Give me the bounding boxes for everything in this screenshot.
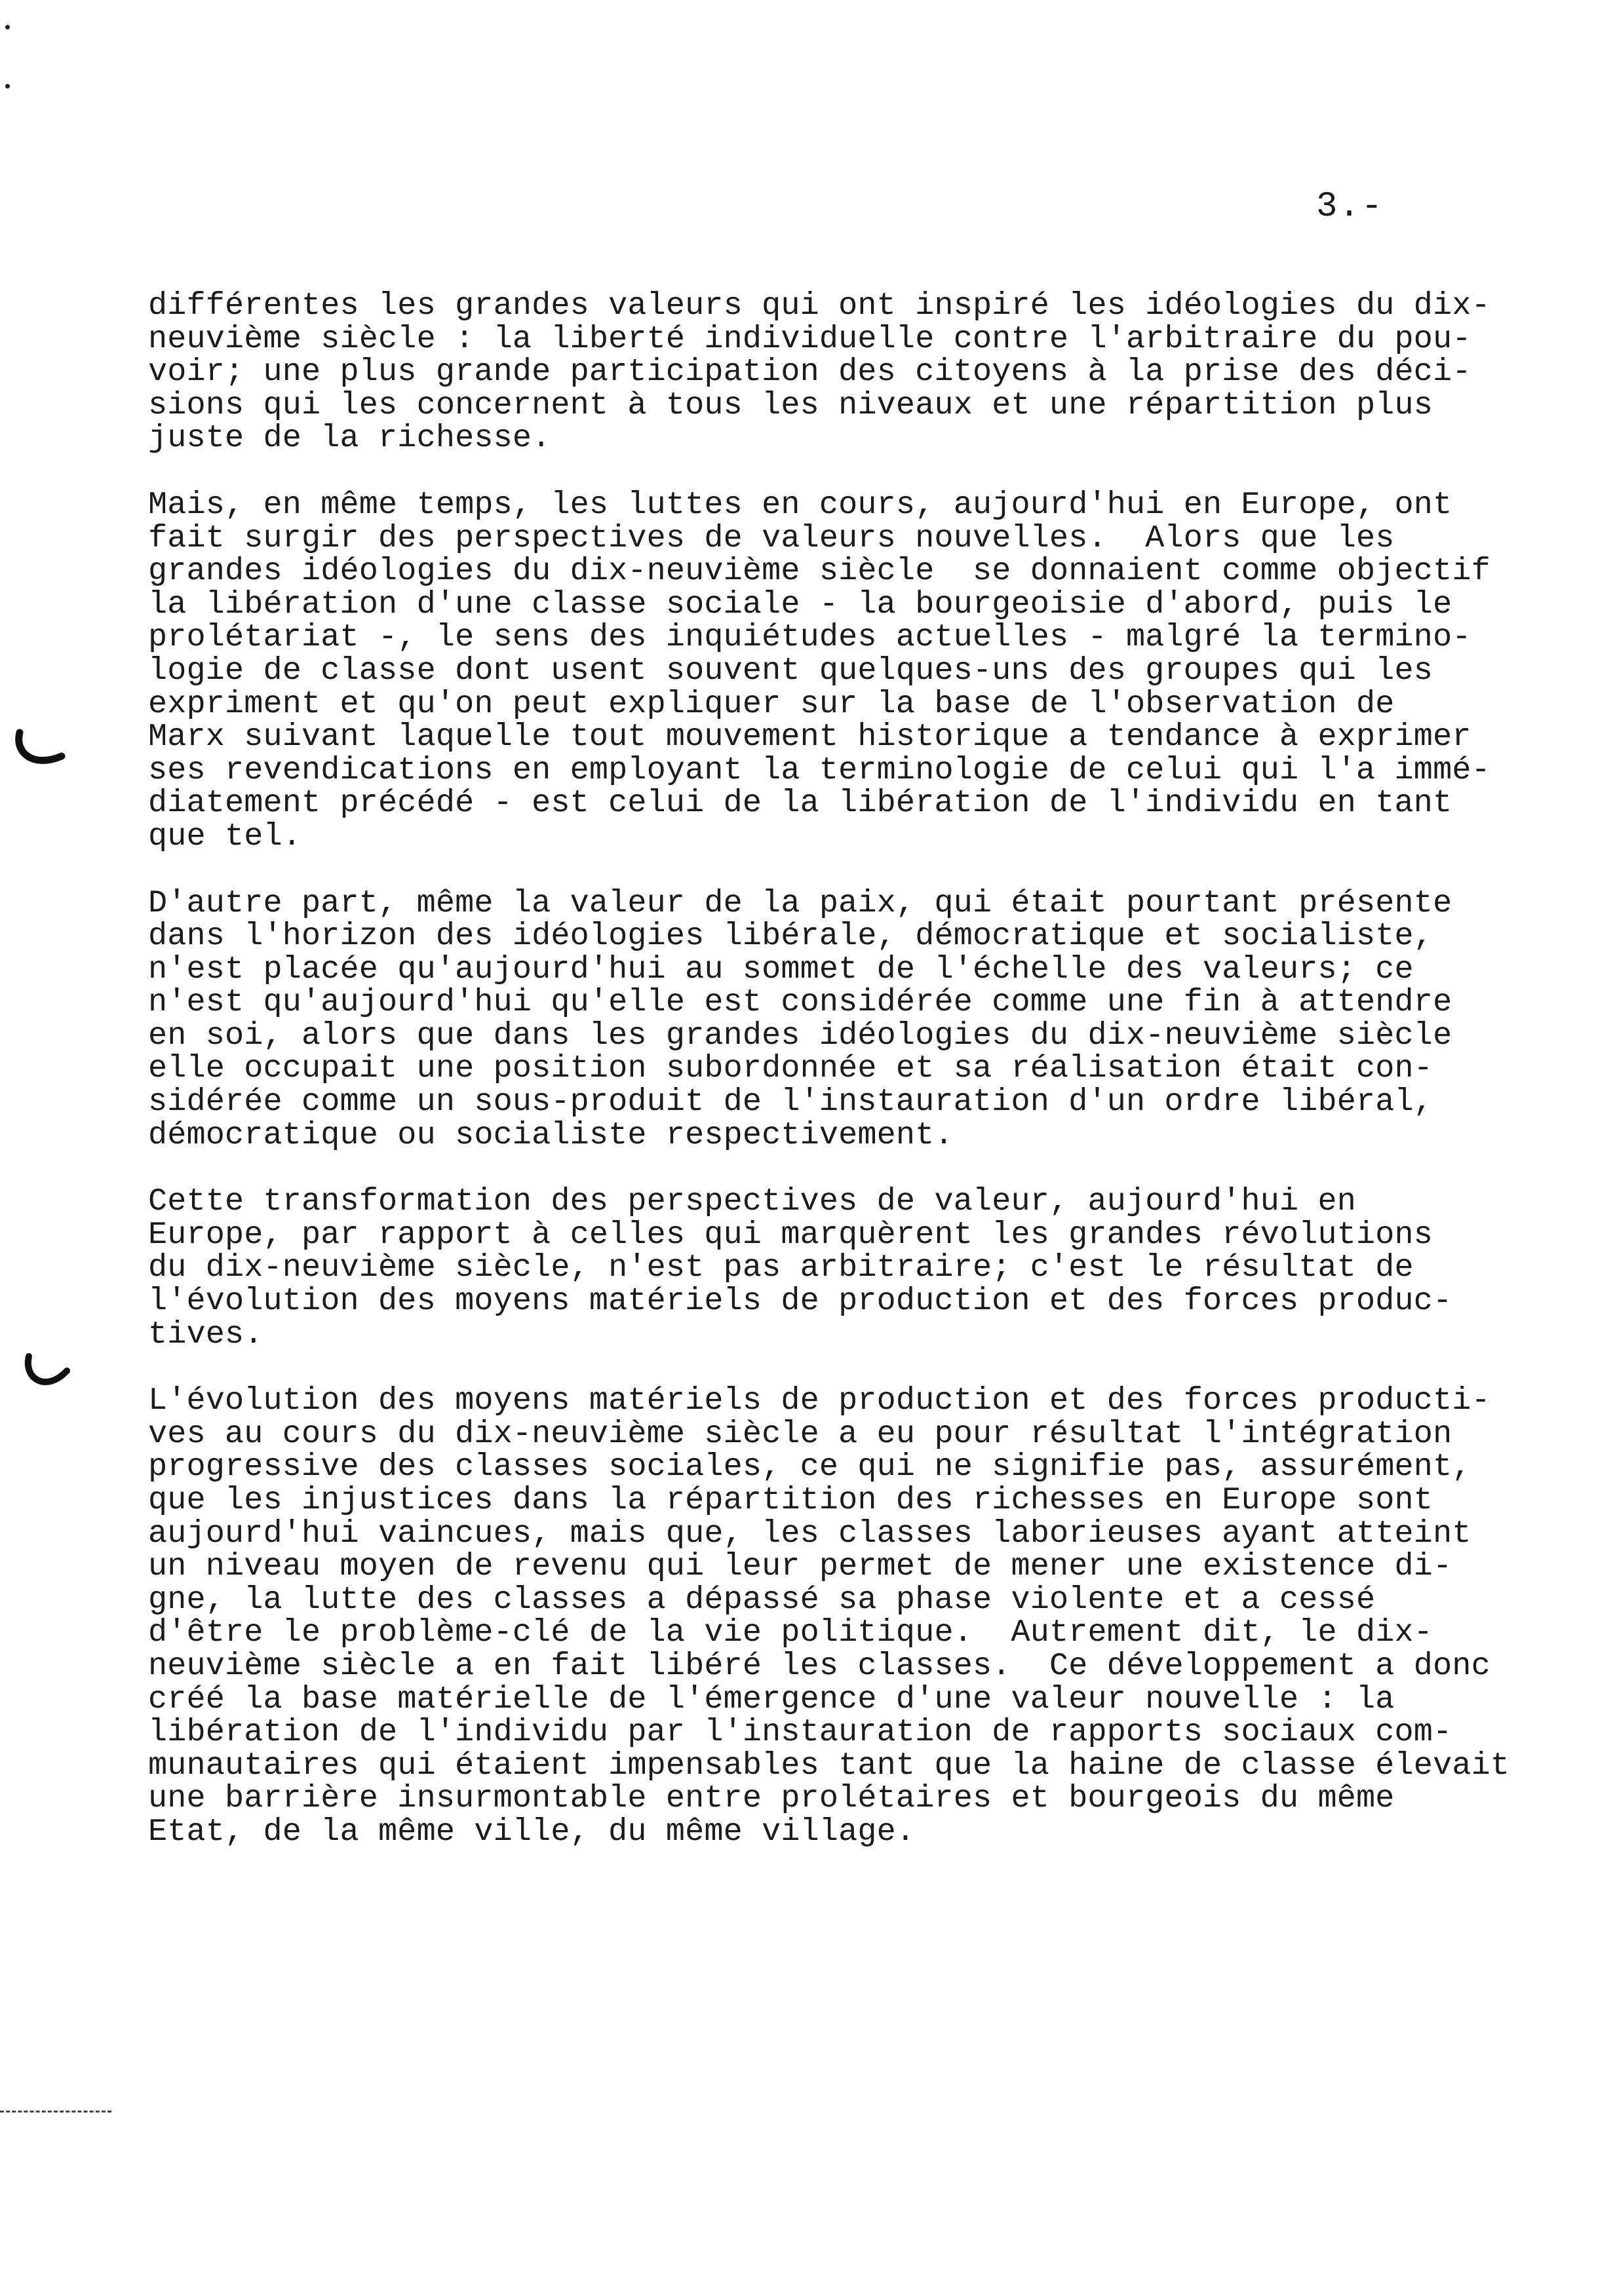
text-line: grandes idéologies du dix-neuvième siècle se donnaient comme objectif [148, 553, 1490, 590]
text-line: libération de l'individu par l'instauration de rapports sociaux com- [148, 1714, 1452, 1751]
text-line: un niveau moyen de revenu qui leur permet de mener une existence di- [148, 1548, 1452, 1585]
paragraph-5 [148, 1385, 1557, 1848]
text-line: Cette transformation des perspectives de valeur, aujourd'hui en [148, 1183, 1357, 1220]
text-line: que tel. [148, 818, 302, 854]
text-line: gne, la lutte des classes a dépassé sa phase violente et a cessé [148, 1581, 1376, 1618]
text-line: munautaires qui étaient impensables tant que la haine de classe élevait [148, 1747, 1510, 1784]
text-line: D'autre part, même la valeur de la paix, qui était pourtant présente [148, 885, 1452, 921]
scan-dot [5, 84, 10, 88]
paragraph-4 [148, 1185, 1557, 1351]
text-line: elle occupait une position subordonnée et sa réalisation était con- [148, 1050, 1433, 1087]
text-line: Etat, de la même ville, du même village. [148, 1813, 916, 1850]
text-line: ves au cours du dix-neuvième siècle a eu pour résultat l'intégration [148, 1415, 1452, 1452]
margin-punch-mark [22, 1351, 75, 1397]
text-line: la libération d'une classe sociale - la bourgeoisie d'abord, puis le [148, 586, 1452, 622]
text-line: sidérée comme un sous-produit de l'instauration d'un ordre libéral, [148, 1084, 1433, 1120]
text-line: L'évolution des moyens matériels de production et des forces producti- [148, 1383, 1490, 1419]
text-line: progressive des classes sociales, ce qui ne signifie pas, assurément, [148, 1449, 1471, 1485]
text-line: sions qui les concernent à tous les niveaux et une répartition plus [148, 387, 1433, 423]
body-text [148, 290, 1557, 1883]
text-line: une barrière insurmontable entre prolétaires et bourgeois du même [148, 1780, 1395, 1817]
text-line: Marx suivant laquelle tout mouvement historique a tendance à exprimer [148, 719, 1471, 756]
text-line: aujourd'hui vaincues, mais que, les classes laborieuses ayant atteint [148, 1515, 1471, 1552]
text-line: différentes les grandes valeurs qui ont inspiré les idéologies du dix- [148, 288, 1490, 324]
paragraph-2 [148, 486, 1557, 854]
text-line: expriment et qu'on peut expliquer sur la base de l'observation de [148, 685, 1395, 722]
text-line: tives. [148, 1316, 263, 1352]
text-line: diatement précédé - est celui de la libération de l'individu en tant [148, 785, 1452, 822]
text-line: d'être le problème-clé de la vie politique. Autrement dit, le dix- [148, 1615, 1433, 1651]
text-line: dans l'horizon des idéologies libérale, démocratique et socialiste, [148, 918, 1433, 955]
paragraph-1 [148, 290, 1557, 455]
text-line: Europe, par rapport à celles qui marquèrent les grandes révolutions [148, 1216, 1433, 1253]
text-line: neuvième siècle a en fait libéré les classes. Ce développement a donc [148, 1647, 1490, 1684]
text-line: l'évolution des moyens matériels de production et des forces produc- [148, 1283, 1452, 1320]
scan-artifact-line [0, 2111, 111, 2113]
margin-punch-mark [14, 727, 67, 773]
text-line: juste de la richesse. [148, 420, 551, 457]
scan-dot [5, 25, 10, 29]
text-line: n'est qu'aujourd'hui qu'elle est considérée comme une fin à attendre [148, 984, 1452, 1021]
text-line: démocratique ou socialiste respectivement. [148, 1117, 954, 1153]
paragraph-3 [148, 887, 1557, 1153]
text-line: logie de classe dont usent souvent quelques-uns des groupes qui les [148, 652, 1433, 689]
text-line: que les injustices dans la répartition des richesses en Europe sont [148, 1482, 1433, 1518]
text-line: du dix-neuvième siècle, n'est pas arbitraire; c'est le résultat de [148, 1250, 1414, 1286]
text-line: n'est placée qu'aujourd'hui au sommet de l'échelle des valeurs; ce [148, 951, 1414, 987]
text-line: prolétariat -, le sens des inquiétudes actuelles - malgré la termino- [148, 619, 1471, 656]
text-line: Mais, en même temps, les luttes en cours, aujourd'hui en Europe, ont [148, 486, 1452, 523]
text-line: créé la base matérielle de l'émergence d'une valeur nouvelle : la [148, 1681, 1395, 1717]
text-line: neuvième siècle : la liberté individuelle contre l'arbitraire du pou- [148, 320, 1471, 357]
text-line: en soi, alors que dans les grandes idéologies du dix-neuvième siècle [148, 1017, 1452, 1054]
text-line: voir; une plus grande participation des citoyens à la prise des déci- [148, 354, 1471, 391]
text-line: fait surgir des perspectives de valeurs nouvelles. Alors que les [148, 520, 1395, 556]
text-line: ses revendications en employant la terminologie de celui qui l'a immé- [148, 752, 1490, 788]
page-number: 3.- [1316, 187, 1384, 227]
